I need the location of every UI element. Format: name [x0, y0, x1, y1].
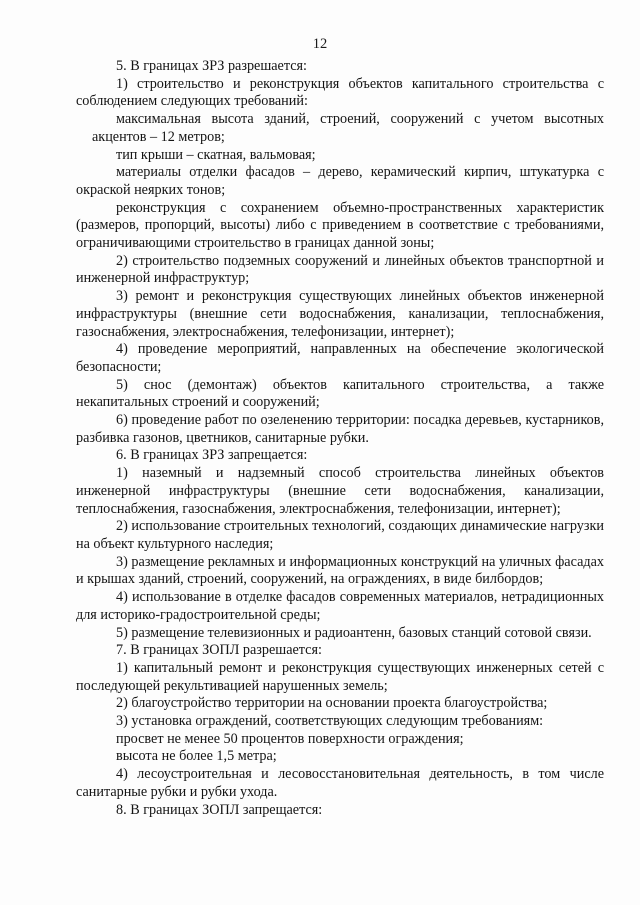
list-item: 4) лесоустроительная и лесовосстановительная деятельность, в том числе санитарные рубки и рубки ухода. — [76, 766, 604, 800]
list-item: 3) размещение рекламных и информационных конструкций на уличных фасадах и крышах зданий, строений, сооружений, на ограждениях, в виде билбордов; — [76, 553, 604, 588]
list-item: 4) проведение мероприятий, направленных на обеспечение экологической безопасности; — [76, 341, 604, 375]
requirement-item: реконструкция с сохранением объемно-пространственных характеристик (размеров, пропорций, высоты) либо с приведением в соответствие с требованиями, ограничивающими строительство в границах данной зоны; — [76, 199, 604, 252]
requirement-item: материалы отделки фасадов – дерево, керамический кирпич, штукатурка с окраской неярких тонов; — [76, 164, 604, 198]
section-heading: 7. В границах ЗОПЛ разрешается: — [116, 642, 322, 659]
list-item: 2) использование строительных технологий, создающих динамические нагрузки на объект культурного наследия; — [76, 518, 604, 552]
requirement-item: высота не более 1,5 метра; — [116, 748, 277, 765]
section-heading: 6. В границах ЗРЗ запрещается: — [116, 447, 308, 464]
list-item: 2) благоустройство территории на основании проекта благоустройства; — [116, 695, 548, 712]
list-item: 1) капитальный ремонт и реконструкция существующих инженерных сетей с последующей рекультивацией нарушенных земель; — [76, 659, 604, 694]
list-item: 3) ремонт и реконструкция существующих линейных объектов инженерной инфраструктуры (внешние сети водоснабжения, канализации, теплоснабжения, газоснабжения, электроснабжения, телефонизации, интернет); — [76, 288, 604, 340]
list-item: 1) строительство и реконструкция объектов капитального строительства с соблюдением следующих требований: — [76, 75, 604, 110]
list-item: 1) наземный и надземный способ строительства линейных объектов инженерной инфраструктуры (внешние сети водоснабжения, канализации, теплоснабжения, газоснабжения, электроснабжения, телефонизации, интернет); — [76, 465, 604, 517]
section-heading: 8. В границах ЗОПЛ запрещается: — [116, 801, 323, 818]
list-item: 2) строительство подземных сооружений и линейных объектов транспортной и инженерной инфраструктур; — [76, 252, 604, 287]
requirement-item: максимальная высота зданий, строений, сооружений с учетом высотных акцентов – 12 метров; — [92, 111, 604, 145]
document-body — [76, 58, 604, 819]
list-item: 3) установка ограждений, соответствующих следующим требованиям: — [116, 713, 544, 730]
list-item: 5) снос (демонтаж) объектов капитального строительства, а также некапитальных строений и сооружений; — [76, 376, 604, 411]
requirement-item: тип крыши – скатная, вальмовая; — [116, 146, 316, 163]
list-item: 6) проведение работ по озеленению территории: посадка деревьев, кустарников, разбивка газонов, цветников, санитарные рубки. — [76, 412, 604, 446]
requirement-item: просвет не менее 50 процентов поверхности ограждения; — [116, 730, 464, 747]
list-item: 4) использование в отделке фасадов современных материалов, нетрадиционных для историко-градостроительной среды; — [76, 589, 604, 623]
section-heading: 5. В границах ЗРЗ разрешается: — [116, 58, 307, 74]
list-item: 5) размещение телевизионных и радиоантенн, базовых станций сотовой связи. — [116, 624, 592, 641]
page-number: 12 — [312, 36, 328, 52]
